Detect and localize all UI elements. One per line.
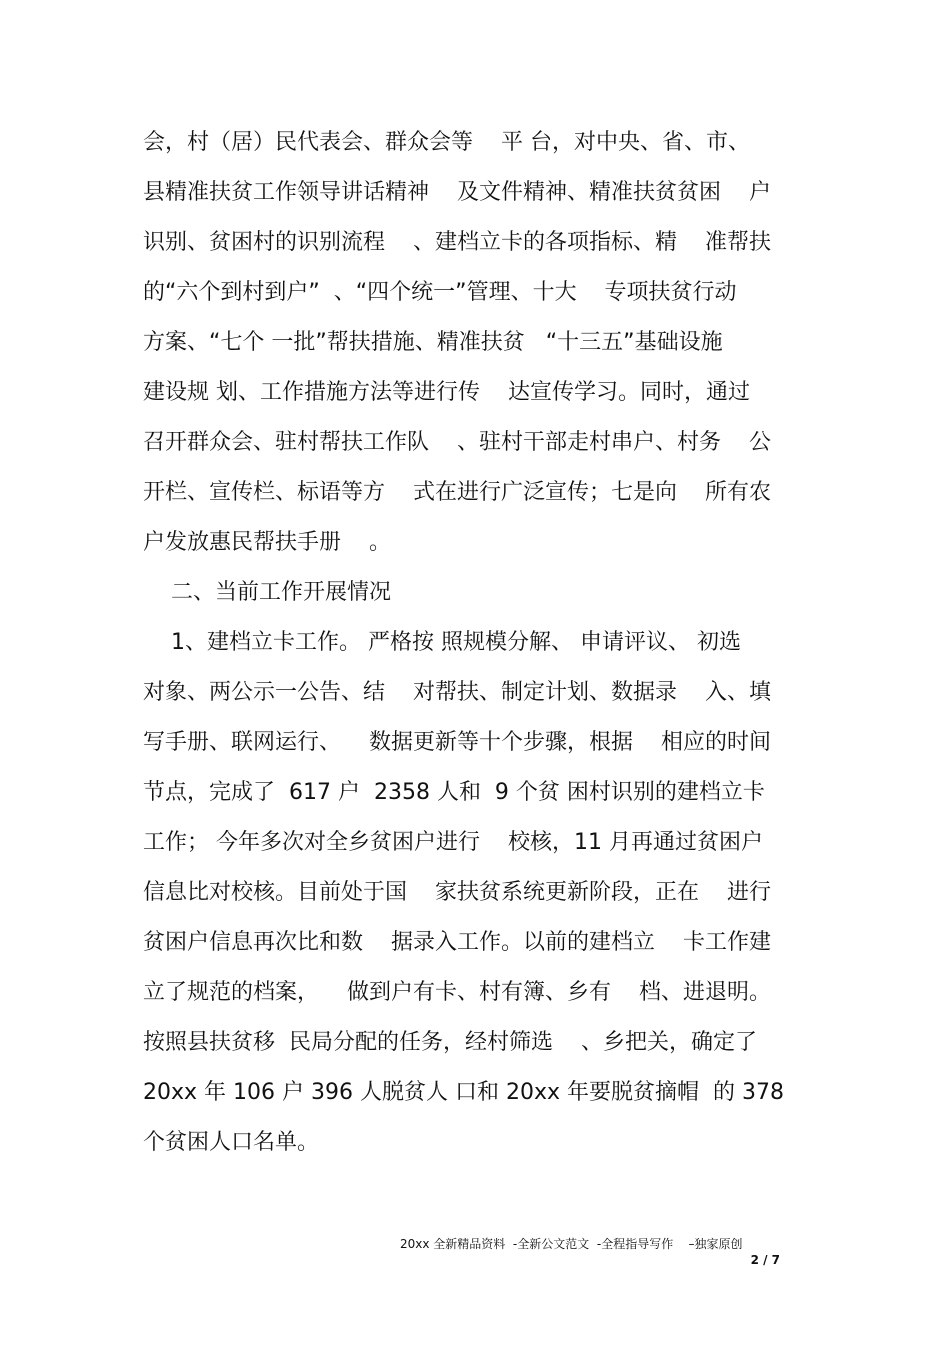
section-heading: 二、当前工作开展情况 <box>143 580 391 605</box>
text-line: 写手册、联网运行、 数据更新等十个步骤，根据 相应的时间 <box>143 730 771 755</box>
text-line: 工作； 今年多次对全乡贫困户进行 校核，11 月再通过贫困户 <box>143 830 763 855</box>
text-line: 县精准扶贫工作领导讲话精神 及文件精神、精准扶贫贫困 户 <box>143 180 771 205</box>
page-number: 2 / 7 <box>750 1253 780 1267</box>
text-line: 开栏、宣传栏、标语等方 式在进行广泛宣传；七是向 所有农 <box>143 480 771 505</box>
text-line: 户发放惠民帮扶手册 。 <box>143 530 391 555</box>
text-line: 贫困户信息再次比和数 据录入工作。以前的建档立 卡工作建 <box>143 930 771 955</box>
text-line: 召开群众会、驻村帮扶工作队 、驻村干部走村串户、村务 公 <box>143 430 771 455</box>
text-line: 立了规范的档案， 做到户有卡、村有簿、乡有 档、进退明。 <box>143 980 771 1005</box>
text-line: 信息比对校核。目前处于国 家扶贫系统更新阶段，正在 进行 <box>143 880 771 905</box>
text-line: 的“六个到村到户” 、“四个统一”管理、十大 专项扶贫行动 <box>143 280 737 305</box>
text-line: 1、建档立卡工作。 严格按 照规模分解、 申请评议、 初选 <box>143 630 741 655</box>
text-line: 方案、“七个 一批”帮扶措施、精准扶贫 “十三五”基础设施 <box>143 330 723 355</box>
text-line: 节点，完成了 617 户 2358 人和 9 个贫 困村识别的建档立卡 <box>143 780 765 805</box>
text-line: 识别、贫困村的识别流程 、建档立卡的各项指标、精 准帮扶 <box>143 230 771 255</box>
footer-tagline: 20xx 全新精品资料 -全新公文范文 -全程指导写作 –独家原创 <box>400 1237 743 1251</box>
text-line: 按照县扶贫移 民局分配的任务，经村筛选 、乡把关，确定了 <box>143 1030 757 1055</box>
text-line: 个贫困人口名单。 <box>143 1130 320 1155</box>
text-line: 建设规 划、工作措施方法等进行传 达宣传学习。同时，通过 <box>143 380 750 405</box>
text-line: 20xx 年 106 户 396 人脱贫人 口和 20xx 年要脱贫摘帽 的 378 <box>143 1080 784 1105</box>
body-text <box>143 118 813 1168</box>
text-line: 对象、两公示一公告、结 对帮扶、制定计划、数据录 入、填 <box>143 680 771 705</box>
text-line: 会，村（居）民代表会、群众会等 平 台，对中央、省、市、 <box>143 130 750 155</box>
